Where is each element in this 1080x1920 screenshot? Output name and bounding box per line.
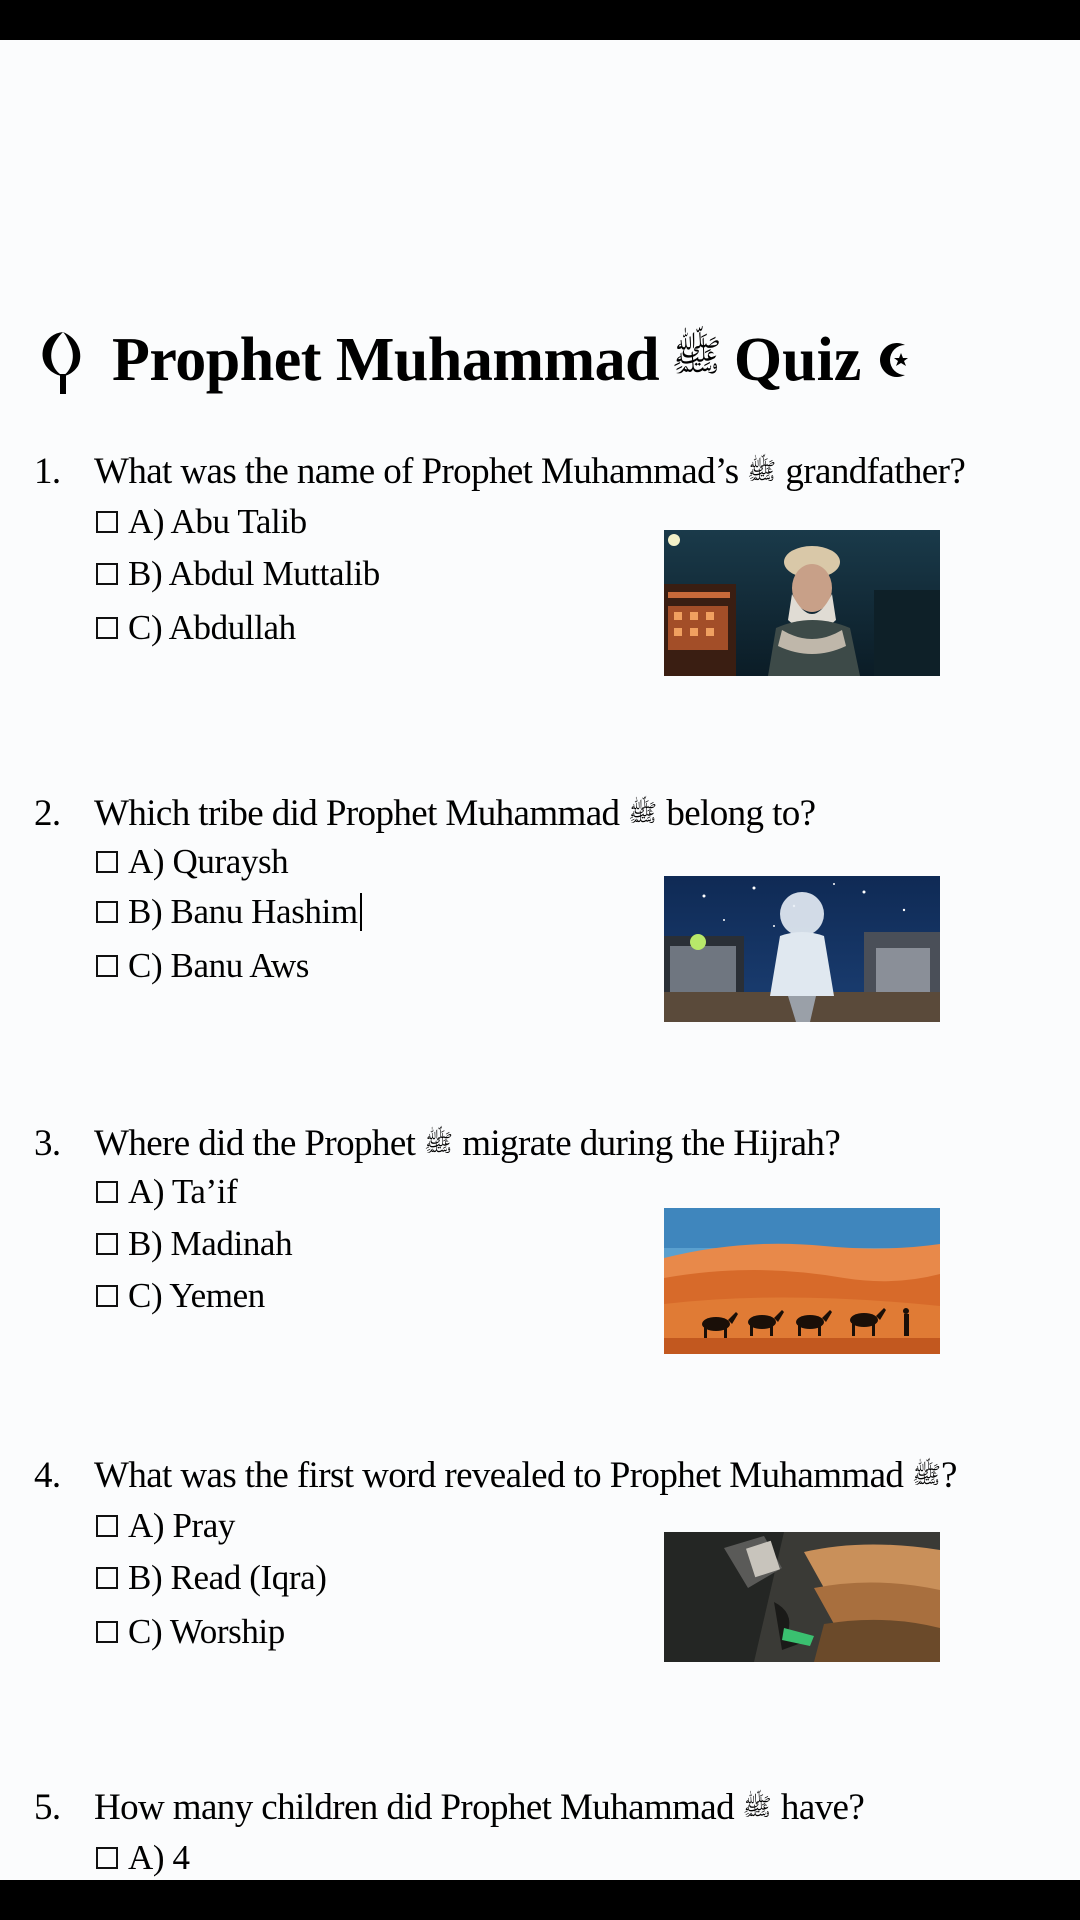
question-number: 3. bbox=[34, 1123, 61, 1164]
desert-caravan-image bbox=[664, 1208, 940, 1354]
salawat-glyph: ﷺ bbox=[911, 1463, 941, 1489]
question-number: 5. bbox=[34, 1787, 61, 1828]
empty-checkbox-icon[interactable] bbox=[96, 1515, 118, 1537]
empty-checkbox-icon[interactable] bbox=[96, 1847, 118, 1869]
page-title bbox=[34, 320, 917, 400]
question-text: 5. How many children did Prophet Muhammad ﷺ have? bbox=[34, 1787, 865, 1828]
option-b[interactable]: B) Abdul Muttalib bbox=[96, 554, 380, 594]
empty-checkbox-icon[interactable] bbox=[96, 851, 118, 873]
option-b[interactable]: B) Madinah bbox=[96, 1224, 292, 1264]
salawat-glyph: ﷺ bbox=[742, 1795, 772, 1821]
crescent-moon-icon bbox=[34, 324, 92, 396]
empty-checkbox-icon[interactable] bbox=[96, 955, 118, 977]
bottom-bar bbox=[0, 1880, 1080, 1920]
salawat-glyph: ﷺ bbox=[628, 801, 658, 827]
top-bar bbox=[0, 0, 1080, 40]
option-a[interactable]: A) Pray bbox=[96, 1506, 235, 1546]
quiz-page bbox=[0, 40, 1080, 1880]
option-a[interactable]: A) 4 bbox=[96, 1838, 190, 1878]
night-street-image bbox=[664, 876, 940, 1022]
empty-checkbox-icon[interactable] bbox=[96, 1567, 118, 1589]
option-a[interactable]: A) Quraysh bbox=[96, 842, 288, 882]
empty-checkbox-icon[interactable] bbox=[96, 563, 118, 585]
question-text: 2. Which tribe did Prophet Muhammad ﷺ belong to? bbox=[34, 793, 816, 834]
empty-checkbox-icon[interactable] bbox=[96, 1285, 118, 1307]
option-a[interactable]: A) Ta’if bbox=[96, 1172, 237, 1212]
question-text: 3. Where did the Prophet ﷺ migrate during the Hijrah? bbox=[34, 1123, 841, 1164]
crescent-star-icon bbox=[875, 339, 917, 381]
question-number: 2. bbox=[34, 793, 61, 834]
option-a[interactable]: A) Abu Talib bbox=[96, 502, 307, 542]
question-text: 1. What was the name of Prophet Muhammad’s ﷺ grandfather? bbox=[34, 451, 966, 492]
empty-checkbox-icon[interactable] bbox=[96, 617, 118, 639]
option-c[interactable]: C) Banu Aws bbox=[96, 946, 309, 986]
night-elder-image bbox=[664, 530, 940, 676]
option-c[interactable]: C) Yemen bbox=[96, 1276, 265, 1316]
empty-checkbox-icon[interactable] bbox=[96, 1621, 118, 1643]
question-number: 4. bbox=[34, 1455, 61, 1496]
title-suffix: Quiz bbox=[733, 325, 862, 394]
salawat-glyph: ﷺ bbox=[671, 333, 722, 380]
empty-checkbox-icon[interactable] bbox=[96, 901, 118, 923]
option-b[interactable]: B) Banu Hashim bbox=[96, 892, 362, 932]
option-b[interactable]: B) Read (Iqra) bbox=[96, 1558, 326, 1598]
option-c[interactable]: C) Worship bbox=[96, 1612, 285, 1652]
salawat-glyph: ﷺ bbox=[423, 1131, 453, 1157]
question-text: 4. What was the first word revealed to Prophet Muhammad ﷺ? bbox=[34, 1455, 958, 1496]
salawat-glyph: ﷺ bbox=[747, 459, 777, 485]
text-cursor bbox=[360, 893, 362, 931]
option-c[interactable]: C) Abdullah bbox=[96, 608, 296, 648]
title-main: Prophet Muhammad bbox=[112, 325, 660, 394]
empty-checkbox-icon[interactable] bbox=[96, 1181, 118, 1203]
cave-scroll-image bbox=[664, 1532, 940, 1662]
empty-checkbox-icon[interactable] bbox=[96, 511, 118, 533]
empty-checkbox-icon[interactable] bbox=[96, 1233, 118, 1255]
question-number: 1. bbox=[34, 451, 61, 492]
